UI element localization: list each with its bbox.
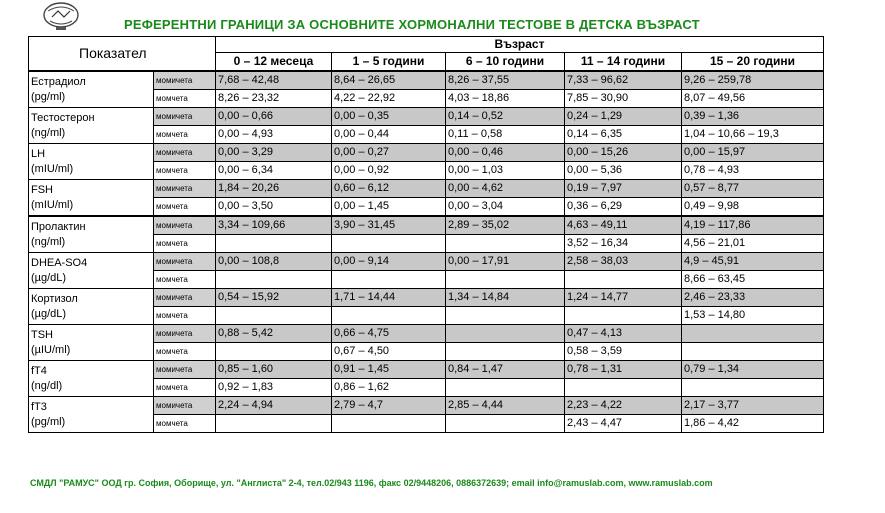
table-row [29,325,824,343]
range-value: 0,60 – 6,12 [332,180,446,198]
range-value: 8,26 – 23,32 [216,90,332,108]
hormone-unit: (ng/ml) [31,126,66,139]
range-value: 2,85 – 4,44 [446,397,565,415]
hormone-unit: (µg/dL) [31,307,67,320]
hormone-name: TSH [31,328,53,341]
hormone-name: Естрадиол [31,75,86,88]
range-value: 3,34 – 109,66 [216,216,332,235]
range-value [682,343,824,361]
range-value [332,307,446,325]
range-value: 2,79 – 4,7 [332,397,446,415]
hormone-name: Пролактин [31,220,86,233]
girls-label: момичета [154,108,216,126]
range-value [216,343,332,361]
range-value: 0,11 – 0,58 [446,126,565,144]
table-row [29,108,824,126]
range-value [565,271,682,289]
range-value [446,379,565,397]
table-row [29,397,824,415]
range-value: 0,00 – 3,29 [216,144,332,162]
range-value: 0,79 – 1,34 [682,361,824,379]
range-value: 0,91 – 1,45 [332,361,446,379]
hormone-name: FSH [31,183,53,196]
table-row [29,144,824,162]
footer-contacts: СМДЛ "РАМУС" ООД гр. София, Оборище, ул. "Англиста" 2-4, тел.02/943 1196, факс 02/9448206, 0886372639; email info@ramuslab.com, www.ramuslab.com [30,478,713,488]
hormone-unit: (ng/ml) [31,235,66,248]
hormone-name: fT4 [31,364,47,377]
range-value [446,343,565,361]
range-value: 4,19 – 117,86 [682,216,824,235]
range-value: 3,90 – 31,45 [332,216,446,235]
range-value [446,307,565,325]
range-value [682,379,824,397]
range-value: 0,00 – 1,03 [446,162,565,180]
boys-label: момчета [154,162,216,180]
girls-label: момичета [154,253,216,271]
range-value [446,271,565,289]
age-range-header: 11 – 14 години [565,53,682,72]
range-value: 0,84 – 1,47 [446,361,565,379]
reference-table [28,36,824,433]
range-value: 0,58 – 3,59 [565,343,682,361]
range-value: 0,00 – 15,97 [682,144,824,162]
range-value: 2,43 – 4,47 [565,415,682,433]
hormone-unit: (ng/dl) [31,379,63,392]
table-row [29,253,824,271]
range-value: 4,63 – 49,11 [565,216,682,235]
range-value: 0,14 – 6,35 [565,126,682,144]
range-value: 2,23 – 4,22 [565,397,682,415]
boys-label: момчета [154,271,216,289]
range-value: 0,49 – 9,98 [682,198,824,217]
hormone-name-cell [29,325,154,361]
hormone-name-cell [29,108,154,144]
range-value [216,307,332,325]
range-value: 0,00 – 6,34 [216,162,332,180]
range-value: 0,00 – 0,44 [332,126,446,144]
hormone-unit: (pg/ml) [31,415,66,428]
girls-label: момичета [154,325,216,343]
boys-label: момчета [154,343,216,361]
range-value [446,235,565,253]
hormone-name: fT3 [31,400,47,413]
boys-label: момчета [154,198,216,217]
boys-label: момчета [154,235,216,253]
range-value: 4,22 – 22,92 [332,90,446,108]
range-value: 0,92 – 1,83 [216,379,332,397]
range-value: 1,84 – 20,26 [216,180,332,198]
hormone-name-cell [29,397,154,433]
range-value: 8,07 – 49,56 [682,90,824,108]
range-value: 0,67 – 4,50 [332,343,446,361]
boys-label: момчета [154,90,216,108]
range-value: 7,33 – 96,62 [565,71,682,90]
range-value: 1,71 – 14,44 [332,289,446,307]
girls-label: момичета [154,144,216,162]
hormone-name-cell [29,289,154,325]
girls-label: момичета [154,397,216,415]
range-value: 0,24 – 1,29 [565,108,682,126]
range-value: 2,89 – 35,02 [446,216,565,235]
range-value: 7,85 – 30,90 [565,90,682,108]
page-title: РЕФЕРЕНТНИ ГРАНИЦИ ЗА ОСНОВНИТЕ ХОРМОНАЛНИ ТЕСТОВЕ В ДЕТСКА ВЪЗРАСТ [124,17,700,32]
range-value: 4,9 – 45,91 [682,253,824,271]
range-value: 2,46 – 23,33 [682,289,824,307]
range-value: 0,00 – 15,26 [565,144,682,162]
range-value: 1,53 – 14,80 [682,307,824,325]
range-value: 8,64 – 26,65 [332,71,446,90]
range-value [446,415,565,433]
range-value [216,235,332,253]
boys-label: момчета [154,415,216,433]
range-value: 1,04 – 10,66 – 19,3 [682,126,824,144]
hormone-unit: (µg/dL) [31,271,67,284]
range-value: 8,26 – 37,55 [446,71,565,90]
range-value: 2,24 – 4,94 [216,397,332,415]
hormone-unit: (mIU/ml) [31,198,74,211]
range-value: 0,00 – 0,27 [332,144,446,162]
hormone-unit: (mIU/ml) [31,162,74,175]
range-value: 8,66 – 63,45 [682,271,824,289]
range-value: 0,54 – 15,92 [216,289,332,307]
age-header: Възраст [216,37,824,53]
range-value: 7,68 – 42,48 [216,71,332,90]
range-value: 0,78 – 1,31 [565,361,682,379]
range-value [216,271,332,289]
range-value: 0,66 – 4,75 [332,325,446,343]
range-value: 0,00 – 4,62 [446,180,565,198]
range-value: 4,56 – 21,01 [682,235,824,253]
hormone-unit: (pg/ml) [31,90,66,103]
boys-label: момчета [154,126,216,144]
range-value: 0,36 – 6,29 [565,198,682,217]
hormone-name-cell [29,71,154,108]
range-value: 0,00 – 0,92 [332,162,446,180]
hormone-name-cell [29,216,154,253]
girls-label: момичета [154,71,216,90]
table-row [29,216,824,235]
laboratory-logo [40,1,82,31]
range-value: 0,78 – 4,93 [682,162,824,180]
hormone-name: Кортизол [31,292,78,305]
range-value: 0,47 – 4,13 [565,325,682,343]
range-value: 0,00 – 1,45 [332,198,446,217]
range-value: 0,00 – 3,04 [446,198,565,217]
range-value [565,379,682,397]
range-value [216,415,332,433]
table-row [29,361,824,379]
range-value [332,235,446,253]
range-value: 0,00 – 108,8 [216,253,332,271]
range-value: 9,26 – 259,78 [682,71,824,90]
range-value: 0,14 – 0,52 [446,108,565,126]
range-value [332,415,446,433]
range-value: 2,17 – 3,77 [682,397,824,415]
range-value: 0,19 – 7,97 [565,180,682,198]
range-value [682,325,824,343]
range-value [565,307,682,325]
age-range-header: 6 – 10 години [446,53,565,72]
range-value [332,271,446,289]
range-value: 0,00 – 4,93 [216,126,332,144]
hormone-name-cell [29,144,154,180]
hormone-name-cell [29,361,154,397]
age-range-header: 0 – 12 месеца [216,53,332,72]
table-row [29,180,824,198]
indicator-header: Показател [29,37,216,72]
range-value [446,325,565,343]
range-value: 0,00 – 0,66 [216,108,332,126]
range-value: 0,00 – 0,35 [332,108,446,126]
girls-label: момичета [154,361,216,379]
hormone-unit: (µIU/ml) [31,343,71,356]
range-value: 0,88 – 5,42 [216,325,332,343]
range-value: 0,00 – 9,14 [332,253,446,271]
range-value: 2,58 – 38,03 [565,253,682,271]
table-row [29,71,824,90]
range-value: 0,00 – 3,50 [216,198,332,217]
hormone-name: Тестостерон [31,111,95,124]
girls-label: момичета [154,216,216,235]
hormone-name-cell [29,180,154,217]
range-value: 0,00 – 5,36 [565,162,682,180]
range-value: 0,00 – 17,91 [446,253,565,271]
range-value: 0,00 – 0,46 [446,144,565,162]
range-value: 1,86 – 4,42 [682,415,824,433]
range-value: 0,39 – 1,36 [682,108,824,126]
range-value: 0,57 – 8,77 [682,180,824,198]
age-range-header: 1 – 5 години [332,53,446,72]
range-value: 1,24 – 14,77 [565,289,682,307]
age-range-header: 15 – 20 години [682,53,824,72]
girls-label: момичета [154,180,216,198]
hormone-name: DHEA-SO4 [31,256,88,269]
girls-label: момичета [154,289,216,307]
boys-label: момчета [154,307,216,325]
hormone-name: LH [31,147,46,160]
hormone-name-cell [29,253,154,289]
range-value: 0,86 – 1,62 [332,379,446,397]
boys-label: момчета [154,379,216,397]
table-row [29,289,824,307]
range-value: 1,34 – 14,84 [446,289,565,307]
range-value: 3,52 – 16,34 [565,235,682,253]
range-value: 0,85 – 1,60 [216,361,332,379]
range-value: 4,03 – 18,86 [446,90,565,108]
